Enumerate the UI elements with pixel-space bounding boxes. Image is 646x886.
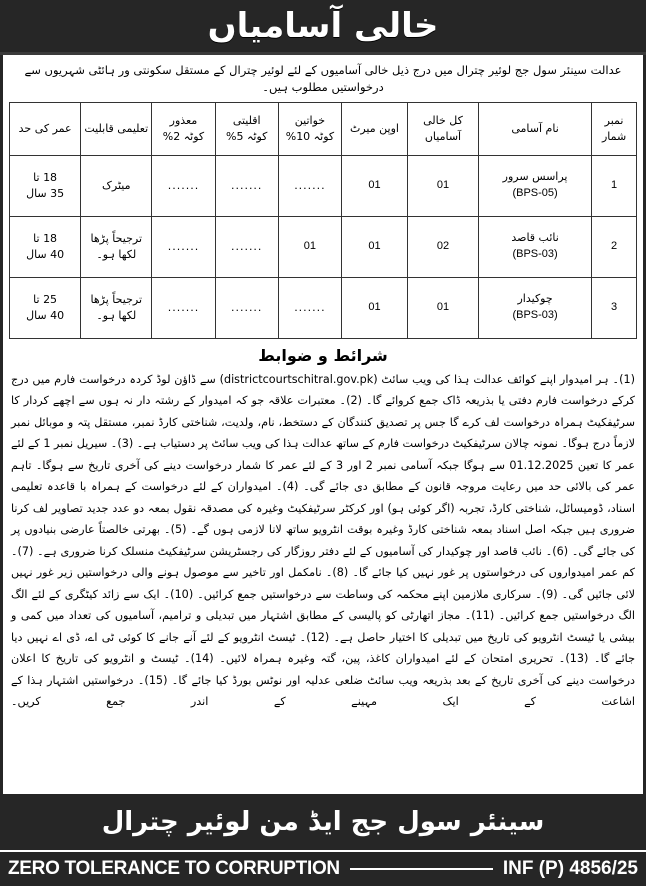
cell-women-quota: ....... — [278, 277, 341, 338]
qualification-line1: میٹرک — [102, 178, 131, 192]
age-line1: 18 تا — [33, 170, 58, 184]
post-bps: (BPS-03) — [512, 248, 558, 260]
condition-10: (10)۔ ایک سے زائد کیٹگری کے لئے الگ الگ درخواستیں جمع کرائیں۔ — [11, 587, 635, 622]
condition-2: (2)۔ معتبرات علاقہ جو کہ امیدوار کے رشتہ دار نہ ہوں سے اچھے کردار کا سرٹیفکیٹ ہمراہ درخواست لف کرے گا جس پر تصدیق کنندگان کے دستخط، نام، ولدیت، شناختی کارڈ نمبر، مستقل پتہ و موبائل نمبر لازماً درج ہوگا۔ نمونہ چالان سرٹیفکیٹ درخواست فارم کے ساتھ عدالت ہذا کی ویب سائٹ پر دستیاب ہے۔ — [11, 394, 635, 450]
condition-3: (3)۔ سیریل نمبر 1 کے لئے عمر کا تعین 01.12.2025 سے ہوگا جبکہ آسامی نمبر 2 اور 3 کے لئے عمر کا شمار درخواست دینے کی آخری تاریخ سے ہوگا۔ تاہم عمر کی بالائی حد میں رعایت مروجہ قانون کے مطابق دی جائے گی۔ — [11, 437, 636, 493]
header-open-merit: اوپن میرٹ — [342, 102, 408, 155]
condition-4: (4)۔ امیدواران کے لئے درخواست کے ہمراہ با قاعدہ تعلیمی اسناد، ڈومیسائل، شناختی کارڈ، تجربہ (اگر کوئی ہو) اور کرکٹر سرٹیفکیٹ وغیرہ کی مصدقہ نقول بمعہ دو عدد جدید تصاویر لف کرنا ضروری ہیں جبکہ اصل اسناد بمعہ شناختی کارڈ وغیرہ بوقت انٹرویو ساتھ لانا لازمی ہوں گے۔ — [11, 480, 635, 536]
condition-12: (12)۔ ٹیسٹ انٹرویو کے لئے آنے جانے کا کوئی ٹی اے، ڈی اے نہیں دیا جائے گا۔ — [11, 630, 636, 665]
intro-text: عدالت سینئر سول جج لوئیر چترال میں درج ذیل خالی آسامیوں کے لئے لوئیر چترال کے مستقل سکونتی ور ہائٹی شہریوں سے درخواستیں مطلوب ہیں۔ — [24, 63, 622, 95]
conditions-heading: شرائط و ضوابط — [258, 345, 388, 365]
header-serial — [592, 102, 637, 155]
age-line1: 18 تا — [33, 231, 58, 245]
table-header-row — [10, 102, 637, 155]
advertisement-body — [0, 55, 646, 794]
table-row — [10, 277, 637, 338]
header-total-line2: آسامیاں — [424, 129, 462, 143]
post-title: پراسس سرور — [502, 170, 568, 184]
cell-post-name — [479, 216, 592, 277]
qualification-line1: ترجیحاً پڑھا — [90, 292, 143, 306]
header-total-vacancies — [407, 102, 478, 155]
signature-band — [0, 794, 646, 850]
footer-bar — [0, 850, 646, 886]
cell-women-quota: 01 — [278, 216, 341, 277]
condition-8: (8)۔ نامکمل اور تاخیر سے موصول ہونے والی درخواستیں زیر غور نہیں لائی جائیں گی۔ — [11, 566, 636, 601]
cell-total: 01 — [407, 155, 478, 216]
header-total-line1: کل خالی — [423, 113, 463, 127]
table-row — [10, 155, 637, 216]
cell-total: 01 — [407, 277, 478, 338]
issuing-authority: سینئر سول جج ایڈ من لوئیر چترال — [101, 807, 545, 837]
header-qualification: تعلیمی قابلیت — [81, 102, 152, 155]
condition-15: (15)۔ درخواستیں اشتہار ہذا کے اشاعت کے ایک مہینے کے اندر جمع کریں۔ — [11, 673, 635, 708]
header-disabled-quota — [152, 102, 215, 155]
cell-age-limit — [10, 155, 81, 216]
condition-14: (14)۔ ٹیسٹ و انٹرویو کی تاریخ کا اعلان درخواست دینے کی آخری تاریخ کے بعد بذریعہ ویب سائٹ ضلعی عدلیہ اور نوٹس بورڈ کیا جائے گا۔ — [11, 652, 635, 687]
conditions-text — [9, 369, 637, 795]
condition-5: (5)۔ بھرتی خالصتاً عارضی بنیادوں پر کی جائے گی۔ — [11, 523, 636, 558]
condition-11: (11)۔ مجاز اتھارٹی کو پالیسی کے مطابق اشتہار میں تبدیلی و ترامیم، آسامیوں کی تعداد میں کمی و بیشی یا ٹیسٹ انٹرویو کی تاریخ میں تبدیلی کا اختیار حاصل ہے۔ — [11, 609, 635, 644]
header-disabled-line1: معذور — [169, 113, 198, 127]
age-line2: 40 سال — [26, 308, 65, 322]
header-minority-line1: اقلیتی — [232, 113, 261, 127]
cell-open-merit: 01 — [342, 277, 408, 338]
header-minority-quota — [215, 102, 278, 155]
condition-6: (6)۔ نائب قاصد اور چوکیدار کی آسامیوں کے لئے دفتر روزگار کی رجسٹریشن سرٹیفکیٹ منسلک کرنا ضروری ہے۔ — [37, 544, 569, 558]
qualification-line1: ترجیحاً پڑھا — [90, 231, 143, 245]
header-serial-line1: نمبر — [604, 113, 624, 127]
page-title: خالی آسامیاں — [207, 6, 439, 46]
cell-minority-quota: ....... — [215, 277, 278, 338]
age-line1: 25 تا — [33, 292, 58, 306]
header-age-limit: عمر کی حد — [10, 102, 81, 155]
qualification-line2: لکھا ہو۔ — [96, 308, 137, 322]
vacancies-table — [9, 102, 637, 339]
condition-13: (13)۔ تحریری امتحان کے لئے امیدواران کاغذ، پین، گتہ وغیرہ ہمراہ لائیں۔ — [219, 652, 589, 665]
header-women-line1: خواتین — [294, 113, 326, 127]
condition-9: (9)۔ سرکاری ملازمین اپنے محکمہ کی وساطت سے درخواستیں جمع کرائیں۔ — [197, 587, 558, 601]
footer-divider — [350, 868, 493, 870]
cell-qualification — [81, 155, 152, 216]
cell-disabled-quota: ....... — [152, 277, 215, 338]
condition-7: (7)۔ کم عمر امیدواروں کی درخواستوں پر غور نہیں کیا جائے گا۔ — [11, 544, 635, 579]
cell-age-limit — [10, 277, 81, 338]
post-title: نائب قاصد — [511, 231, 559, 245]
age-line2: 35 سال — [26, 186, 65, 200]
post-title: چوکیدار — [517, 292, 553, 306]
condition-1: (1)۔ ہر امیدوار اپنے کوائف عدالت ہذا کی ویب سائٹ (districtcourtschitral.gov.pk) سے ڈاؤن لوڈ کردہ درخواست فارم میں درج کرکے درخواست فارم دفتی یا بذریعہ ڈاک جمع کروائے گا۔ — [11, 372, 636, 407]
header-women-line2: کوٹہ 10% — [285, 129, 335, 143]
cell-qualification — [81, 216, 152, 277]
cell-qualification — [81, 277, 152, 338]
header-women-quota — [278, 102, 341, 155]
cell-women-quota: ....... — [278, 155, 341, 216]
cell-disabled-quota: ....... — [152, 155, 215, 216]
inf-number: INF (P) 4856/25 — [502, 858, 638, 879]
table-row — [10, 216, 637, 277]
cell-serial: 2 — [592, 216, 637, 277]
cell-open-merit: 01 — [342, 155, 408, 216]
cell-post-name — [479, 155, 592, 216]
qualification-line2: لکھا ہو۔ — [96, 247, 137, 261]
cell-age-limit — [10, 216, 81, 277]
post-bps: (BPS-05) — [512, 187, 558, 199]
cell-minority-quota: ....... — [215, 155, 278, 216]
corruption-slogan: ZERO TOLERANCE TO CORRUPTION — [8, 858, 340, 879]
cell-disabled-quota: ....... — [152, 216, 215, 277]
cell-total: 02 — [407, 216, 478, 277]
header-disabled-line2: کوٹہ 2% — [162, 129, 205, 143]
cell-post-name — [479, 277, 592, 338]
title-banner — [0, 0, 646, 55]
age-line2: 40 سال — [26, 247, 65, 261]
post-bps: (BPS-03) — [512, 309, 558, 321]
cell-minority-quota: ....... — [215, 216, 278, 277]
header-minority-line2: کوٹہ 5% — [226, 129, 268, 143]
cell-open-merit: 01 — [342, 216, 408, 277]
cell-serial: 1 — [592, 155, 637, 216]
header-serial-line2: شمار — [601, 129, 627, 143]
header-post-name: نام آسامی — [479, 102, 592, 155]
cell-serial: 3 — [592, 277, 637, 338]
